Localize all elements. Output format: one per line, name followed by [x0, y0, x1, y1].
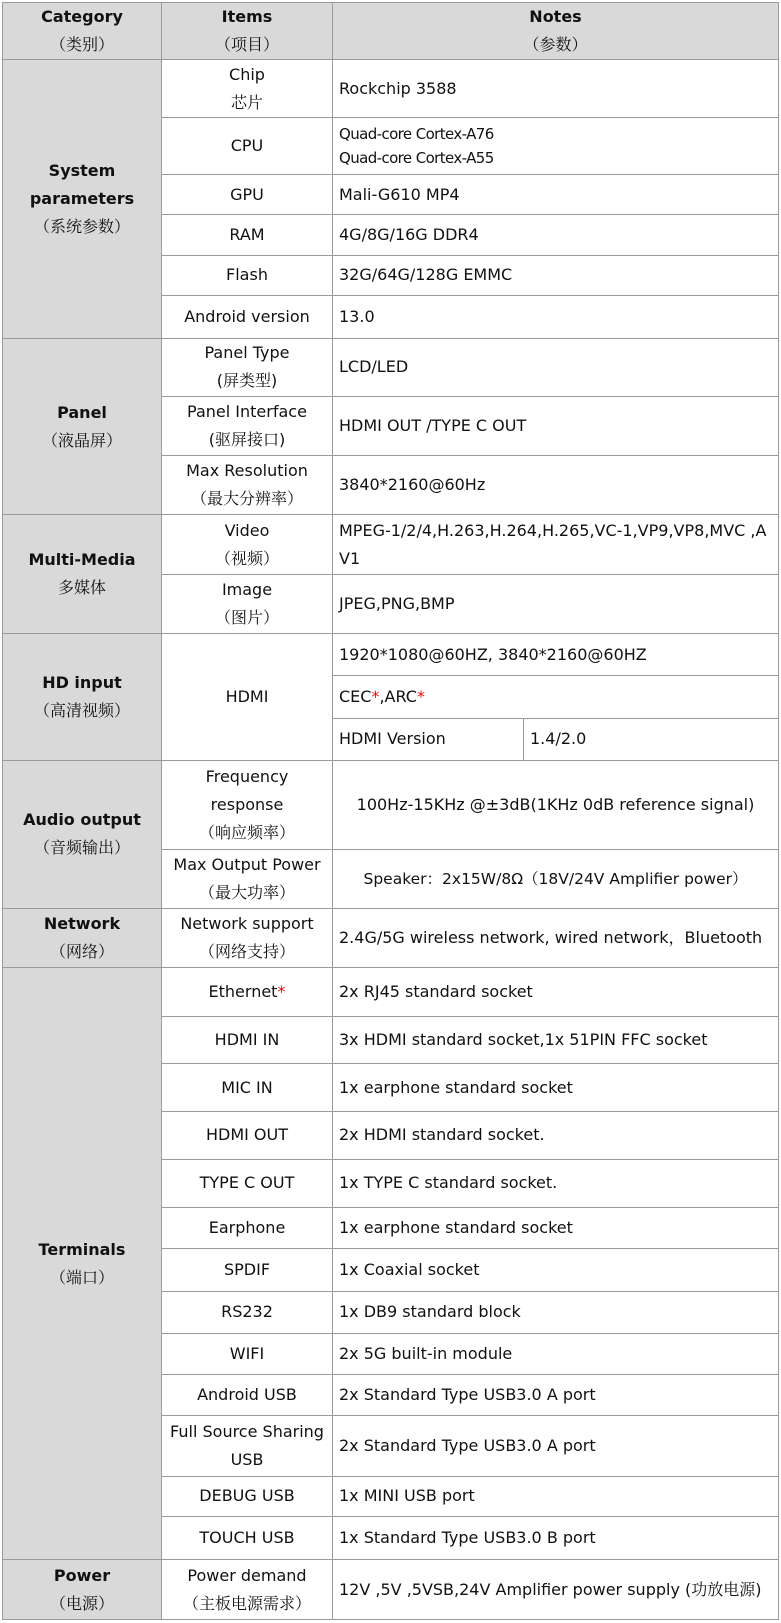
- header-items: Items （项目）: [162, 3, 333, 60]
- note-chip: Rockchip 3588: [333, 60, 779, 117]
- note-panel-type: LCD/LED: [333, 339, 779, 396]
- item-chip: Chip 芯片: [162, 60, 333, 117]
- note-power-demand: 12V ,5V ,5VSB,24V Amplifier power supply (功放电源): [333, 1560, 779, 1620]
- header-notes: Notes （参数）: [333, 3, 779, 60]
- table-row: [3, 634, 779, 676]
- item-full-source-sharing-usb: Full Source Sharing USB: [162, 1416, 333, 1476]
- table-row: [3, 1560, 779, 1620]
- note-hdmi-cec-arc: CEC*,ARC*: [333, 676, 779, 718]
- note-hdmi-version-label: HDMI Version: [333, 718, 524, 760]
- item-rs232: RS232: [162, 1291, 333, 1333]
- item-wifi: WIFI: [162, 1333, 333, 1374]
- note-max-resolution: 3840*2160@60Hz: [333, 455, 779, 514]
- note-debug-usb: 1x MINI USB port: [333, 1476, 779, 1516]
- note-hdmi-in: 3x HDMI standard socket,1x 51PIN FFC socket: [333, 1016, 779, 1063]
- item-android-version: Android version: [162, 295, 333, 338]
- note-ram: 4G/8G/16G DDR4: [333, 215, 779, 255]
- note-full-source-sharing-usb: 2x Standard Type USB3.0 A port: [333, 1416, 779, 1476]
- required-asterisk: *: [371, 687, 380, 707]
- table-row: [3, 339, 779, 396]
- table-row: [3, 908, 779, 967]
- note-gpu: Mali-G610 MP4: [333, 175, 779, 215]
- note-mic-in: 1x earphone standard socket: [333, 1064, 779, 1112]
- table-row: [3, 515, 779, 574]
- item-hdmi-in: HDMI IN: [162, 1016, 333, 1063]
- item-cpu: CPU: [162, 117, 333, 174]
- item-ram: RAM: [162, 215, 333, 255]
- table-row: [3, 760, 779, 849]
- note-image: JPEG,PNG,BMP: [333, 574, 779, 633]
- item-mic-in: MIC IN: [162, 1064, 333, 1112]
- item-network-support: Network support （网络支持）: [162, 908, 333, 967]
- item-max-resolution: Max Resolution （最大分辨率）: [162, 455, 333, 514]
- item-video: Video （视频）: [162, 515, 333, 574]
- item-hdmi: HDMI: [162, 634, 333, 761]
- note-video: MPEG-1/2/4,H.263,H.264,H.265,VC-1,VP9,VP8,MVC ,AV1: [333, 515, 779, 574]
- header-category: Category （类别）: [3, 3, 162, 60]
- item-android-usb: Android USB: [162, 1375, 333, 1416]
- category-power: Power （电源）: [3, 1560, 162, 1620]
- item-panel-type: Panel Type (屏类型): [162, 339, 333, 396]
- table-row: [3, 60, 779, 117]
- note-hdmi-out: 2x HDMI standard socket.: [333, 1112, 779, 1159]
- item-earphone: Earphone: [162, 1207, 333, 1248]
- note-panel-interface: HDMI OUT /TYPE C OUT: [333, 396, 779, 455]
- required-asterisk: *: [277, 982, 286, 1002]
- item-ethernet: Ethernet*: [162, 968, 333, 1016]
- note-earphone: 1x earphone standard socket: [333, 1207, 779, 1248]
- note-frequency-response: 100Hz-15KHz @±3dB(1KHz 0dB reference signal): [333, 760, 779, 849]
- note-wifi: 2x 5G built-in module: [333, 1333, 779, 1374]
- note-spdif: 1x Coaxial socket: [333, 1249, 779, 1291]
- note-rs232: 1x DB9 standard block: [333, 1291, 779, 1333]
- category-hd-input: HD input （高清视频）: [3, 634, 162, 761]
- item-spdif: SPDIF: [162, 1249, 333, 1291]
- note-network-support: 2.4G/5G wireless network, wired network，Bluetooth: [333, 908, 779, 967]
- category-system-parameters: System parameters （系统参数）: [3, 60, 162, 339]
- item-hdmi-out: HDMI OUT: [162, 1112, 333, 1159]
- item-touch-usb: TOUCH USB: [162, 1517, 333, 1560]
- item-image: Image （图片）: [162, 574, 333, 633]
- category-network: Network （网络）: [3, 908, 162, 967]
- note-max-output-power: Speaker：2x15W/8Ω（18V/24V Amplifier power）: [333, 849, 779, 908]
- item-debug-usb: DEBUG USB: [162, 1476, 333, 1516]
- category-multi-media: Multi-Media 多媒体: [3, 515, 162, 634]
- item-type-c-out: TYPE C OUT: [162, 1159, 333, 1207]
- item-frequency-response: Frequency response （响应频率）: [162, 760, 333, 849]
- category-terminals: Terminals （端口）: [3, 968, 162, 1560]
- item-flash: Flash: [162, 255, 333, 295]
- spec-table: [2, 2, 779, 1620]
- table-row: [3, 968, 779, 1016]
- note-hdmi-version-value: 1.4/2.0: [524, 718, 779, 760]
- note-android-usb: 2x Standard Type USB3.0 A port: [333, 1375, 779, 1416]
- category-panel: Panel （液晶屏）: [3, 339, 162, 515]
- item-max-output-power: Max Output Power （最大功率）: [162, 849, 333, 908]
- note-cpu: Quad-core Cortex-A76 Quad-core Cortex-A55: [333, 117, 779, 174]
- item-power-demand: Power demand （主板电源需求）: [162, 1560, 333, 1620]
- required-asterisk: *: [416, 687, 425, 707]
- category-audio-output: Audio output （音频输出）: [3, 760, 162, 908]
- item-gpu: GPU: [162, 175, 333, 215]
- note-hdmi-resolution: 1920*1080@60HZ, 3840*2160@60HZ: [333, 634, 779, 676]
- note-type-c-out: 1x TYPE C standard socket.: [333, 1159, 779, 1207]
- note-ethernet: 2x RJ45 standard socket: [333, 968, 779, 1016]
- item-panel-interface: Panel Interface (驱屏接口): [162, 396, 333, 455]
- note-touch-usb: 1x Standard Type USB3.0 B port: [333, 1517, 779, 1560]
- header-row: [3, 3, 779, 60]
- note-flash: 32G/64G/128G EMMC: [333, 255, 779, 295]
- note-android-version: 13.0: [333, 295, 779, 338]
